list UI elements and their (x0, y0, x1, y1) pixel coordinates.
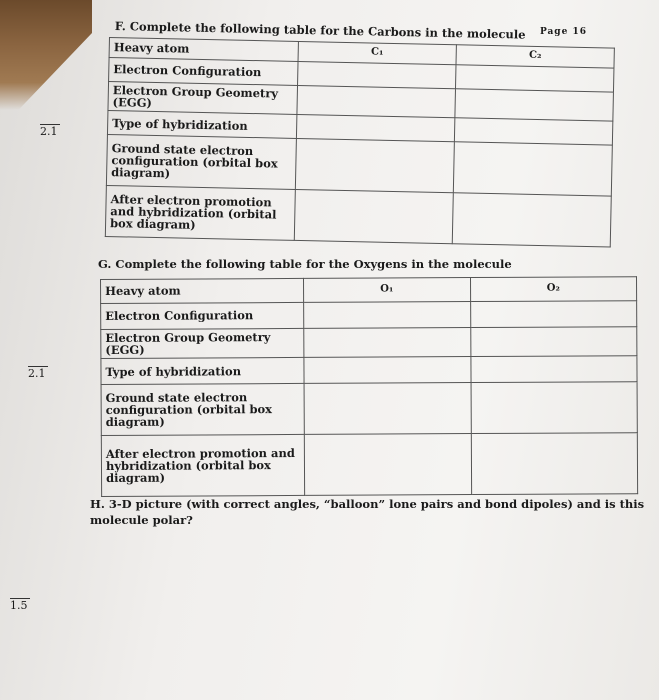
oxygens-table (100, 276, 638, 497)
answer-cell-c2[interactable] (454, 118, 612, 145)
table-row (101, 433, 637, 497)
row-label: Ground state electron configuration (orbital box diagram) (101, 384, 304, 436)
section-h-points (10, 598, 30, 612)
section-f-points-value: 2.1 (40, 125, 58, 138)
answer-cell-o2[interactable] (470, 327, 637, 357)
section-f-title: F. Complete the following table for the Carbons in the molecule (114, 19, 526, 42)
table-row (101, 356, 637, 385)
answer-cell-o2[interactable] (471, 433, 638, 495)
answer-cell-o1[interactable] (304, 357, 471, 384)
row-label: Ground state electron configuration (orbital box diagram) (106, 135, 296, 190)
answer-cell-o1[interactable] (304, 383, 471, 435)
row-label: Type of hybridization (101, 358, 304, 385)
answer-cell-c1[interactable] (295, 139, 454, 193)
carbons-table (105, 37, 615, 248)
answer-cell-o1[interactable] (304, 434, 471, 496)
row-label: Type of hybridization (107, 111, 296, 139)
answer-cell-c1[interactable] (296, 115, 454, 142)
header-heavy-atom: Heavy atom (109, 38, 298, 62)
answer-cell-c2[interactable] (455, 89, 614, 121)
header-o1: O₁ (303, 278, 470, 303)
row-label: Electron Group Geometry (EGG) (101, 328, 304, 358)
row-label: Electron Configuration (109, 58, 298, 86)
header-c2: C₂ (456, 45, 614, 68)
table-row (101, 301, 637, 330)
answer-cell-c1[interactable] (297, 85, 456, 117)
answer-cell-o2[interactable] (471, 382, 638, 434)
answer-cell-o1[interactable] (304, 328, 471, 358)
answer-cell-c1[interactable] (294, 190, 453, 244)
section-g-title: G. Complete the following table for the Oxygens in the molecule (98, 257, 512, 271)
header-o2: O₂ (470, 277, 637, 302)
section-h-question: H. 3-D picture (with correct angles, “balloon” lone pairs and bond dipoles) and is this molecule polar? (90, 497, 645, 527)
row-label: After electron promotion and hybridization (orbital box diagram) (105, 186, 295, 241)
header-c1: C₁ (298, 41, 456, 64)
answer-cell-c2[interactable] (455, 65, 613, 92)
row-label: Electron Configuration (101, 302, 304, 329)
answer-cell-c1[interactable] (298, 61, 456, 88)
section-f-points (40, 124, 60, 138)
row-label: Electron Group Geometry (EGG) (108, 82, 298, 115)
page-number: Page 16 (539, 27, 587, 37)
answer-cell-o2[interactable] (470, 356, 637, 383)
table-row (101, 382, 637, 436)
section-h-points-value: 1.5 (10, 599, 28, 612)
answer-cell-o2[interactable] (470, 301, 637, 328)
section-g-points (28, 366, 48, 380)
answer-cell-c2[interactable] (452, 193, 611, 247)
section-g-points-value: 2.1 (28, 367, 46, 380)
header-heavy-atom: Heavy atom (101, 278, 304, 303)
answer-cell-c2[interactable] (453, 142, 612, 196)
table-row (101, 277, 637, 304)
row-label: After electron promotion and hybridization (orbital box diagram) (101, 435, 304, 497)
table-row (101, 327, 637, 359)
table-row (105, 186, 611, 248)
answer-cell-o1[interactable] (304, 302, 471, 329)
